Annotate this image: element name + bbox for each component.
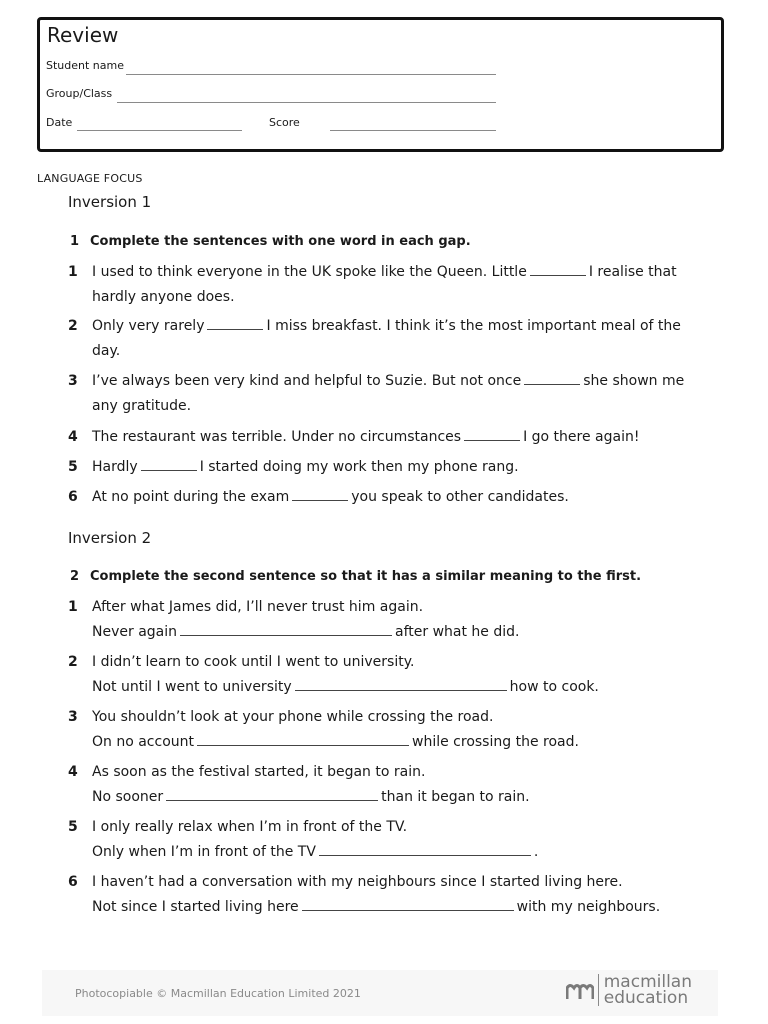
answer-gap[interactable] [197,744,409,746]
item-text: I started doing my work then my phone rang. [199,459,519,475]
item-text: I didn’t learn to cook until I went to university. [92,654,415,670]
item-text: with my neighbours. [516,898,661,915]
exercise-number: 1 [70,234,80,249]
list-item [68,815,698,864]
exercise2-instruction [70,569,641,584]
instruction-text: Complete the sentences with one word in each gap. [90,234,471,249]
answer-gap[interactable] [207,328,263,330]
page-footer [42,970,718,1016]
list-item [68,314,698,363]
instruction-text: Complete the second sentence so that it has a similar meaning to the first. [90,569,642,584]
item-text: after what he did. [395,623,520,640]
list-item [68,369,698,418]
list-item [68,705,698,754]
score-field[interactable] [330,130,496,131]
item-number: 4 [68,764,78,780]
item-number: 1 [68,264,78,280]
exercise1-heading: Inversion 1 [68,193,152,211]
item-text: I’ve always been very kind and helpful to Suzie. But not once [92,373,522,389]
list-item [68,455,698,480]
answer-gap[interactable] [166,799,378,801]
list-item [68,870,698,919]
item-number: 2 [68,318,78,334]
item-text: I haven’t had a conversation with my neighbours since I started living here. [92,874,623,890]
item-text: Hardly [92,459,138,475]
item-number: 1 [68,599,78,615]
answer-gap[interactable] [524,383,580,385]
item-text: I miss breakfast. I think it’s the most important meal of the day. [92,318,681,359]
item-text: you speak to other candidates. [351,489,569,505]
answer-gap[interactable] [319,854,531,856]
brand-name [604,974,692,1006]
score-label: Score [269,116,300,129]
group-class-label: Group/Class [46,87,113,100]
brand-divider [598,974,599,1006]
answer-gap[interactable] [295,689,507,691]
exercise2-heading: Inversion 2 [68,529,152,547]
page-title: Review [47,23,119,47]
item-number: 5 [68,819,78,835]
section-label: LANGUAGE FOCUS [37,172,143,185]
brand-logo [566,974,692,1006]
date-field[interactable] [77,130,242,131]
list-item [68,485,698,510]
list-item [68,425,698,450]
item-number: 2 [68,654,78,670]
date-label: Date [46,116,73,129]
group-class-field[interactable] [117,102,496,103]
list-item [68,595,698,644]
item-text: while crossing the road. [412,733,579,750]
item-text: I used to think everyone in the UK spoke like the Queen. Little [92,264,527,280]
item-text: Not until I went to university [92,678,292,695]
answer-gap[interactable] [141,469,197,471]
item-text: As soon as the festival started, it began to rain. [92,764,426,780]
item-number: 3 [68,373,78,389]
item-text: . [533,843,539,860]
item-number: 6 [68,874,78,890]
brand-line2: education [603,988,689,1008]
item-number: 3 [68,709,78,725]
item-text: than it began to rain. [381,788,530,805]
item-text: she shown me any gratitude. [92,373,685,414]
brand-line1: macmillan [603,972,692,992]
item-text: Only when I’m in front of the TV [92,843,316,860]
item-text: I go there again! [523,429,640,445]
exercise1-instruction [70,234,471,249]
answer-gap[interactable] [530,274,586,276]
item-text: Only very rarely [92,318,205,334]
item-text: You shouldn’t look at your phone while crossing the road. [92,709,494,725]
item-text: I only really relax when I’m in front of the TV. [92,819,408,835]
item-number: 6 [68,489,78,505]
item-text: I realise that hardly anyone does. [92,264,677,305]
item-text: No sooner [92,788,164,805]
item-text: Not since I started living here [92,898,299,915]
list-item [68,260,698,309]
item-text: On no account [92,733,195,750]
answer-gap[interactable] [180,634,392,636]
review-header-box [37,17,724,152]
list-item [68,650,698,699]
student-name-field[interactable] [126,74,496,75]
answer-gap[interactable] [302,909,514,911]
item-text: how to cook. [509,678,599,695]
student-name-label: Student name [46,59,124,72]
answer-gap[interactable] [292,499,348,501]
exercise-number: 2 [70,569,80,584]
answer-gap[interactable] [464,439,520,441]
copyright-text: Photocopiable © Macmillan Education Limited 2021 [75,987,361,1000]
item-text: The restaurant was terrible. Under no circumstances [92,429,462,445]
macmillan-logo-icon [566,979,594,1001]
item-text: At no point during the exam [92,489,290,505]
item-text: Never again [92,623,177,640]
item-text: After what James did, I’ll never trust him again. [92,599,424,615]
list-item [68,760,698,809]
item-number: 5 [68,459,78,475]
item-number: 4 [68,429,78,445]
